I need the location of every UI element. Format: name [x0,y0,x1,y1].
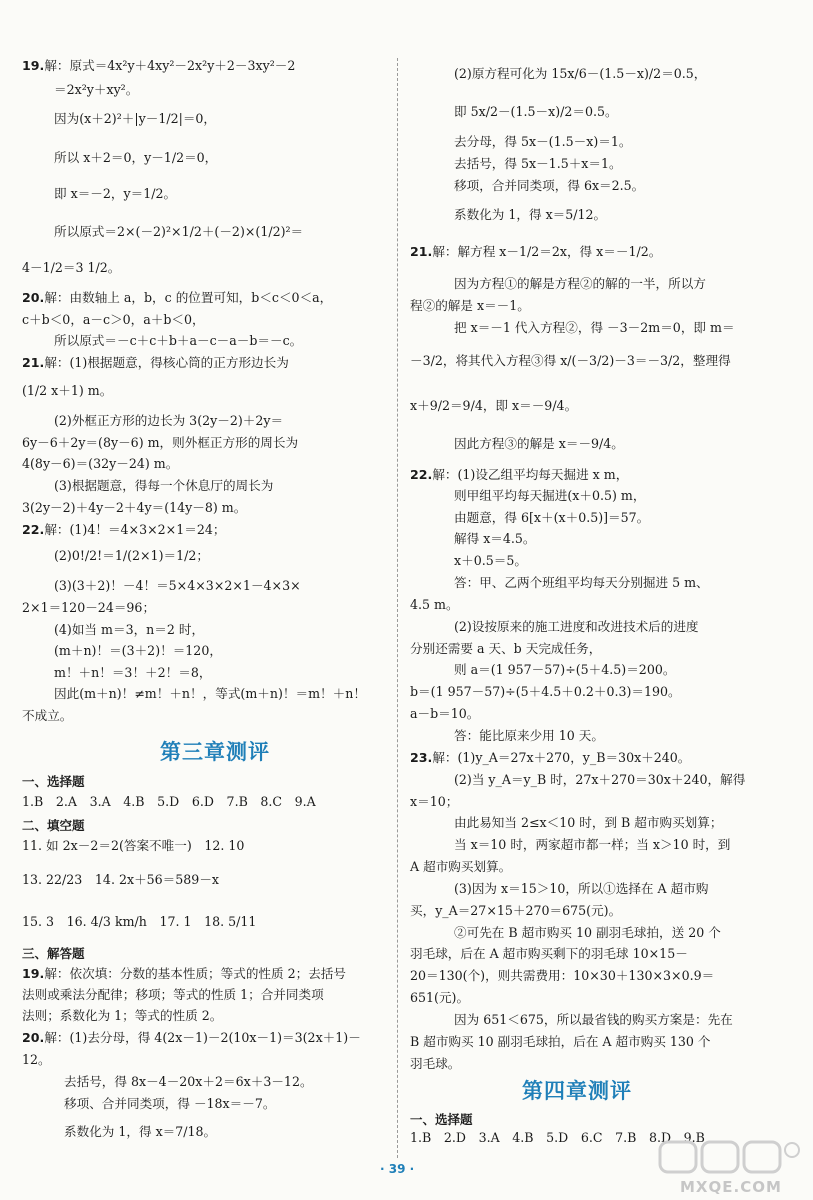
text-line: 法则；系数化为 1；等式的性质 2。 [22,1008,223,1023]
watermark-text: MXQE.COM [680,1178,782,1196]
text-line: 则 a＝(1 957－57)÷(5＋4.5)＝200。 [454,662,676,677]
text-line: a－b＝10。 [410,706,480,721]
text-line: 解得 x＝4.5。 [454,531,536,546]
text-line: 22.解：(1)设乙组平均每天掘进 x m， [410,467,629,482]
text-line: 去分母，得 5x－(1.5－x)＝1。 [454,134,632,149]
text-line: b＝(1 957－57)÷(5＋4.5＋0.2＋0.3)＝190。 [410,684,681,699]
text-line: 答：甲、乙两个班组平均每天分别掘进 5 m、 [454,575,709,590]
text-line: 23.解：(1)y_A＝27x＋270，y_B＝30x＋240。 [410,750,691,765]
text-line: 所以原式＝2×(－2)²×1/2＋(－2)×(1/2)²＝ [54,224,304,239]
text-line: (4)如当 m＝3，n＝2 时， [54,622,205,637]
text-line: (3)因为 x＝15＞10，所以①选择在 A 超市购 [454,881,709,896]
text-line: 由此易知当 2≤x＜10 时，到 B 超市购买划算； [454,815,723,830]
text-line: 买，y_A＝27×15＋270＝675(元)。 [410,903,622,918]
text-line: 20.解：(1)去分母，得 4(2x－1)－2(10x－1)＝3(2x＋1)－ [22,1030,361,1045]
text-line: 移项，合并同类项，得 6x＝2.5。 [454,178,645,193]
text-line: 去括号，得 5x－1.5＋x＝1。 [454,156,622,171]
text-line: 则甲组平均每天掘进(x＋0.5) m， [454,488,646,503]
text-line: 21.解：解方程 x－1/2＝2x，得 x＝－1/2。 [410,244,662,259]
text-line: 把 x＝－1 代入方程②，得 －3－2m＝0，即 m＝ [454,320,735,335]
text-line: A 超市购买划算。 [410,859,512,874]
text-line: 19.解：依次填：分数的基本性质；等式的性质 2；去括号 [22,966,346,981]
text-line: 因为 651＜675，所以最省钱的购买方案是：先在 [454,1012,733,1027]
text-line: 因为方程①的解是方程②的解的一半，所以方 [454,276,706,291]
text-line: ②可先在 B 超市购买 10 副羽毛球拍，送 20 个 [454,925,721,940]
text-line: (2)外框正方形的边长为 3(2y－2)＋2y＝ [54,413,284,428]
text-line: 即 5x/2－(1.5－x)/2＝0.5。 [454,104,618,119]
text-line: B 超市购买 10 副羽毛球拍，后在 A 超市购买 130 个 [410,1034,711,1049]
text-line: x＋9/2＝9/4，即 x＝－9/4。 [410,398,578,413]
chapter-title: 第四章测评 [522,1079,632,1103]
text-line: (2)当 y_A＝y_B 时，27x＋270＝30x＋240，解得 [454,772,746,787]
text-line: x＋0.5＝5。 [454,553,527,568]
section-heading: 一、选择题 [22,774,85,789]
text-line: x＝10； [410,794,459,809]
page-number: · 39 · [380,1162,415,1176]
text-line: 19.解：原式＝4x²y＋4xy²－2x²y＋2－3xy²－2 [22,58,296,73]
text-line: 当 x＝10 时，两家超市都一样；当 x＞10 时，到 [454,837,731,852]
text-line: 法则或乘法分配律；移项；等式的性质 1；合并同类项 [22,987,324,1002]
chapter-title: 第三章测评 [160,740,270,764]
text-line: (3)根据题意，得每一个休息厅的周长为 [54,478,274,493]
text-line: 651(元)。 [410,990,470,1005]
text-line: 羽毛球，后在 A 超市购买剩下的羽毛球 10×15－ [410,946,688,961]
text-line: －3/2，将其代入方程③得 x/(－3/2)－3＝－3/2，整理得 [410,353,731,368]
text-line: 系数化为 1，得 x＝7/18。 [64,1124,217,1139]
text-line: 分别还需要 a 天、b 天完成任务， [410,641,602,656]
text-line: 系数化为 1，得 x＝5/12。 [454,207,607,222]
text-line: 4－1/2＝3 1/2。 [22,260,121,275]
text-line: 程②的解是 x＝－1。 [410,298,530,313]
text-line: 21.解：(1)根据题意，得核心筒的正方形边长为 [22,355,289,370]
text-line: (m＋n)！＝(3＋2)！＝120， [54,643,222,658]
text-line: 所以原式＝－c＋c＋b＋a－c－a－b＝－c。 [54,333,303,348]
text-line: 不成立。 [22,708,73,723]
answer-line: 11. 如 2x－2＝2(答案不唯一) 12. 10 [22,838,245,853]
text-line: 2×1＝120－24＝96； [22,600,156,615]
answer-line: 1.B 2.D 3.A 4.B 5.D 6.C 7.B 8.D 9.B [410,1130,705,1145]
text-line: 22.解：(1)4！＝4×3×2×1＝24； [22,522,226,537]
text-line: (2)设按原来的施工进度和改进技术后的进度 [454,619,699,634]
answer-line: 13. 22/23 14. 2x＋56＝589－x [22,872,220,887]
section-heading: 三、解答题 [22,946,85,961]
text-line: 12。 [22,1052,51,1067]
text-line: 4.5 m。 [410,597,459,612]
text-line: 3(2y－2)＋4y－2＋4y＝(14y－8) m。 [22,500,247,515]
text-line: (2)原方程可化为 15x/6－(1.5－x)/2＝0.5， [454,66,707,81]
text-line: ＝2x²y＋xy²。 [54,82,139,97]
text-line: c＋b＜0，a－c＞0，a＋b＜0， [22,312,205,327]
text-line: 因此(m＋n)！≠m！＋n！，等式(m＋n)！＝m！＋n！ [54,686,366,701]
text-line: 20.解：由数轴上 a，b，c 的位置可知，b＜c＜0＜a， [22,290,333,305]
answer-line: 1.B 2.A 3.A 4.B 5.D 6.D 7.B 8.C 9.A [22,794,316,809]
text-line: 因此方程③的解是 x＝－9/4。 [454,436,624,451]
text-line: 即 x＝－2，y＝1/2。 [54,186,177,201]
text-line: 因为(x＋2)²＋|y－1/2|＝0， [54,111,217,126]
text-line: 去括号，得 8x－4－20x＋2＝6x＋3－12。 [64,1074,313,1089]
text-line: 由题意，得 6[x＋(x＋0.5)]＝57。 [454,510,650,525]
text-line: 答：能比原来少用 10 天。 [454,728,604,743]
text-line: (2)0!/2!＝1/(2×1)＝1/2； [54,548,209,563]
section-heading: 二、填空题 [22,818,85,833]
text-line: 所以 x＋2＝0，y－1/2＝0， [54,150,218,165]
text-line: 6y－6＋2y＝(8y－6) m，则外框正方形的周长为 [22,435,299,450]
text-line: 移项、合并同类项，得 －18x＝－7。 [64,1096,276,1111]
text-line: 4(8y－6)＝(32y－24) m。 [22,456,179,471]
text-line: (1/2 x＋1) m。 [22,383,113,398]
text-line: m！＋n！＝3！＋2！＝8， [54,665,212,680]
column-divider [397,58,398,1158]
section-heading: 一、选择题 [410,1112,473,1127]
text-line: 羽毛球。 [410,1056,461,1071]
text-line: 20＝130(个)，则共需费用：10×30＋130×3×0.9＝ [410,968,715,983]
answer-line: 15. 3 16. 4/3 km/h 17. 1 18. 5/11 [22,914,257,929]
text-line: (3)(3＋2)！－4！＝5×4×3×2×1－4×3× [54,578,301,593]
